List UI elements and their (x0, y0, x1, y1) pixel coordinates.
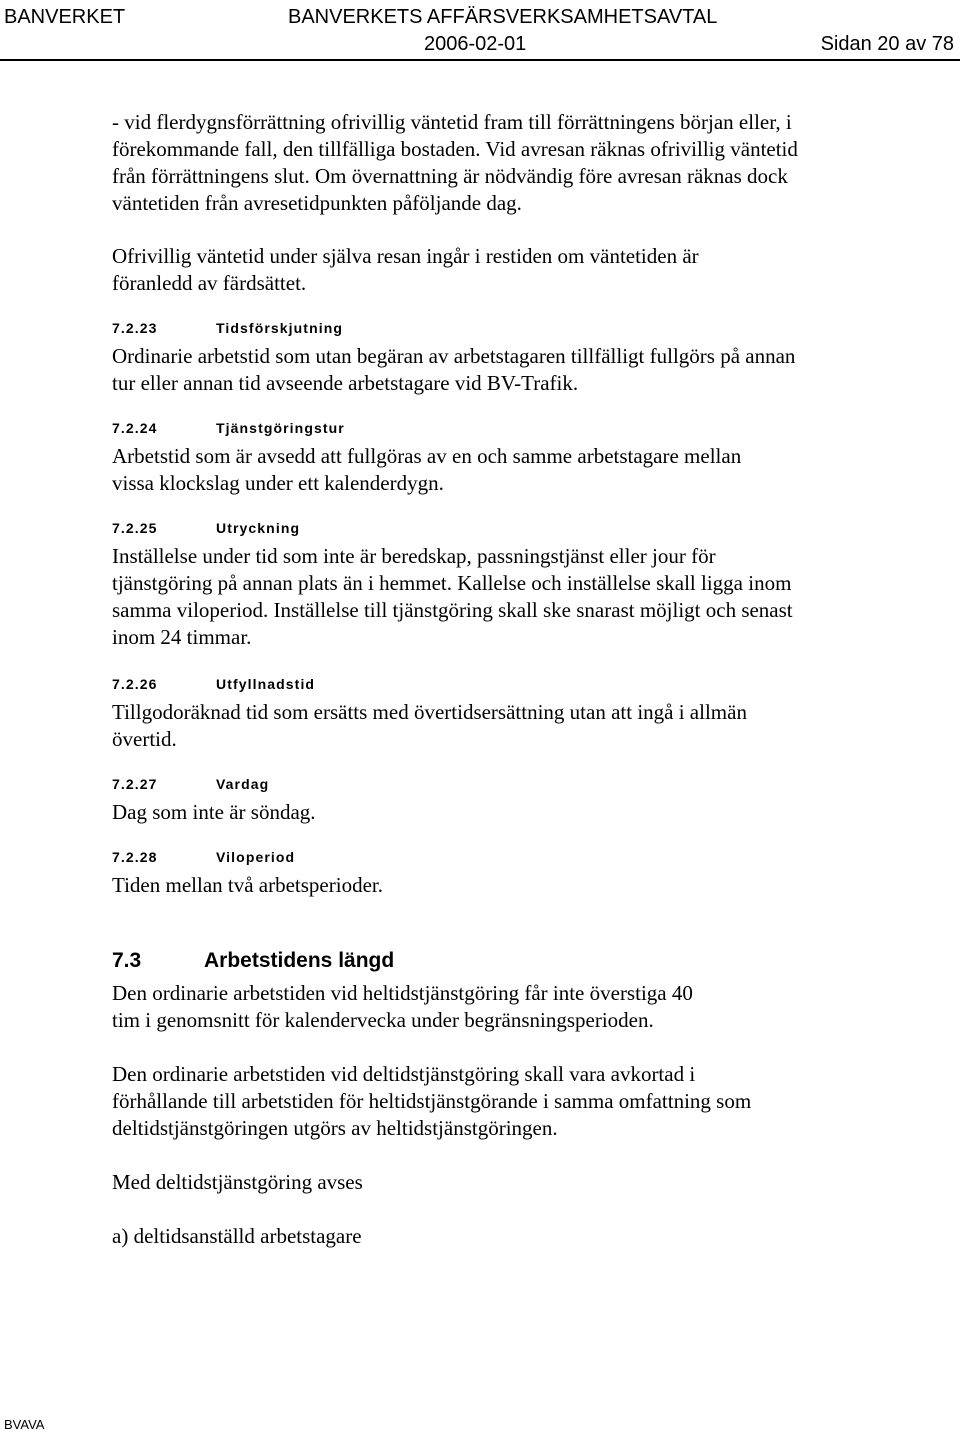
subsection-title: Utryckning (216, 520, 301, 536)
subsection-heading-7-2-28 (112, 847, 832, 867)
subsection-number: 7.2.26 (112, 676, 158, 692)
subsection-number: 7.2.27 (112, 776, 158, 792)
header-page-number: Sidan 20 av 78 (820, 33, 954, 55)
subsection-text-7-2-27: Dag som inte är söndag. (112, 800, 316, 824)
subsection-number: 7.2.28 (112, 849, 158, 865)
subsection-number: 7.2.24 (112, 420, 158, 436)
subsection-text-7-2-26: Tillgodoräknad tid som ersätts med övertidsersättning utan att ingå i allmän övertid. (112, 700, 747, 751)
subsection-title: Utfyllnadstid (216, 676, 316, 692)
header-org: BANVERKET (4, 6, 126, 28)
subsection-title: Tjänstgöringstur (216, 420, 345, 436)
section-list-item-a: a) deltidsanställd arbetstagare (112, 1224, 362, 1248)
subsection-text-7-2-28: Tiden mellan två arbetsperioder. (112, 873, 383, 897)
paragraph-waiting-time-multiday: - vid flerdygnsförrättning ofrivillig väntetid fram till förrättningens början eller, i förekommande fall, den tillfälliga bostaden. Vid avresan räknas ofrivillig väntetid från förrättningens slut. Om övernattning är nödvändig före avresan räknas dock väntetiden från avresetidpunkten påföljande dag. (112, 110, 798, 215)
section-number: 7.3 (112, 949, 142, 972)
subsection-title: Vardag (216, 776, 270, 792)
subsection-number: 7.2.25 (112, 520, 158, 536)
section-paragraph-fulltime: Den ordinarie arbetstiden vid heltidstjänstgöring får inte överstiga 40 tim i genomsnitt för kalendervecka under begränsningsperioden. (112, 981, 693, 1032)
subsection-heading-7-2-25 (112, 518, 832, 538)
subsection-number: 7.2.23 (112, 320, 158, 336)
subsection-heading-7-2-23 (112, 318, 832, 338)
section-paragraph-definition: Med deltidstjänstgöring avses (112, 1170, 363, 1194)
header-date: 2006-02-01 (424, 33, 527, 55)
section-paragraph-parttime: Den ordinarie arbetstiden vid deltidstjänstgöring skall vara avkortad i förhållande till arbetstiden för heltidstjänstgörande i samma omfattning som deltidstjänstgöringen utgörs av heltidstjänstgöringen. (112, 1062, 752, 1140)
header-agreement: BANVERKETS AFFÄRSVERKSAMHETSAVTAL (288, 6, 718, 28)
page-header (0, 3, 960, 61)
subsection-heading-7-2-26 (112, 674, 832, 694)
subsection-heading-7-2-24 (112, 418, 832, 438)
page-footer: BVAVA (4, 1417, 45, 1432)
subsection-heading-7-2-27 (112, 774, 832, 794)
subsection-title: Tidsförskjutning (216, 320, 344, 336)
subsection-title: Viloperiod (216, 849, 296, 865)
document-body (112, 109, 832, 1250)
subsection-text-7-2-23: Ordinarie arbetstid som utan begäran av arbetstagaren tillfälligt fullgörs på annan tur eller annan tid avseende arbetstagare vid BV-Trafik. (112, 344, 796, 395)
paragraph-waiting-time-travel: Ofrivillig väntetid under själva resan ingår i restiden om väntetiden är föranledd av färdsättet. (112, 244, 699, 295)
section-heading-7-3 (112, 947, 832, 975)
subsection-text-7-2-25: Inställelse under tid som inte är beredskap, passningstjänst eller jour för tjänstgöring på annan plats än i hemmet. Kallelse och inställelse skall ligga inom samma viloperiod. Inställelse till tjänstgöring skall ske snarast möjligt och senast inom 24 timmar. (112, 544, 793, 649)
subsection-text-7-2-24: Arbetstid som är avsedd att fullgöras av en och samme arbetstagare mellan vissa klockslag under ett kalenderdygn. (112, 444, 742, 495)
section-title: Arbetstidens längd (204, 949, 395, 972)
